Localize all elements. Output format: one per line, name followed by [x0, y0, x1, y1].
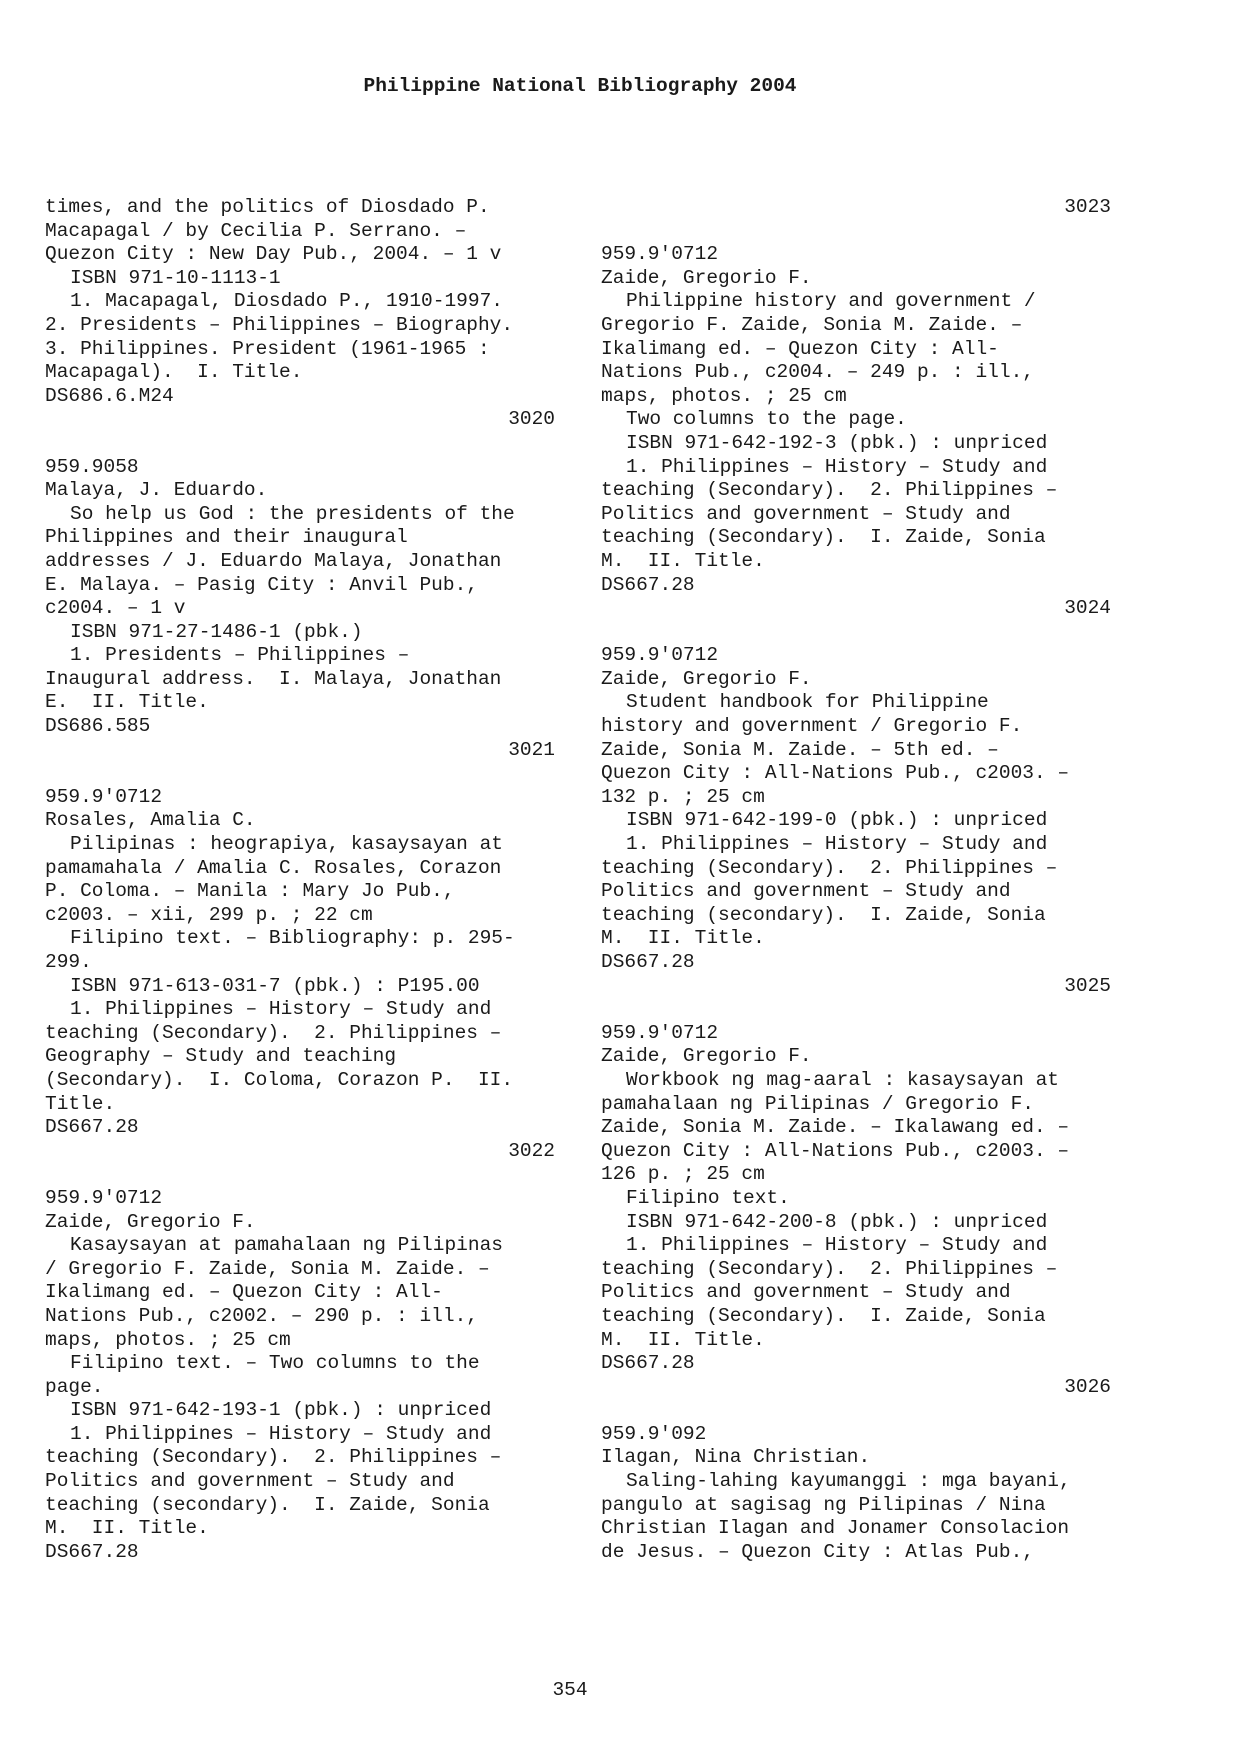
entry-line: Zaide, Gregorio F.	[45, 1210, 256, 1233]
blank-line	[601, 621, 1111, 645]
classification-number: 959.9'0712	[601, 644, 719, 667]
left-column	[45, 196, 555, 1564]
entry-line: pangulo at sagisag ng Pilipinas / Nina	[601, 1493, 1046, 1516]
entry-line: Politics and government – Study and	[601, 502, 1011, 525]
entry-line: Rosales, Amalia C.	[45, 809, 256, 832]
entry-line: teaching (Secondary). 2. Philippines –	[45, 1446, 502, 1469]
entry-line: (Secondary). I. Coloma, Corazon P. II.	[45, 1068, 514, 1091]
entry-line: Politics and government – Study and	[601, 1281, 1011, 1304]
entry-line: page.	[45, 1375, 104, 1398]
page-number: 354	[552, 1679, 588, 1701]
entry-line: pamahalaan ng Pilipinas / Gregorio F.	[601, 1092, 1034, 1115]
entry-line: Two columns to the page.	[626, 408, 907, 431]
classification-number: 959.9058	[45, 455, 139, 478]
entry-line: Saling-lahing kayumanggi : mga bayani,	[626, 1470, 1071, 1493]
entry-line: 2. Presidents – Philippines – Biography.	[45, 313, 514, 336]
entry-line: Ikalimang ed. – Quezon City : All-	[45, 1281, 443, 1304]
entry-line: Politics and government – Study and	[45, 1470, 455, 1493]
entry-line: 1. Philippines – History – Study and	[626, 833, 1048, 856]
entry-line: c2003. – xii, 299 p. ; 22 cm	[45, 903, 373, 926]
entry-line: P. Coloma. – Manila : Mary Jo Pub.,	[45, 880, 455, 903]
call-number: DS686.6.M24	[45, 384, 174, 407]
entry-line: Filipino text. – Two columns to the	[70, 1352, 480, 1375]
blank-line	[45, 762, 555, 786]
entry-line: Politics and government – Study and	[601, 880, 1011, 903]
call-number: DS667.28	[45, 1116, 139, 1139]
entry-line: teaching (Secondary). I. Zaide, Sonia	[601, 1304, 1046, 1327]
blank-line	[601, 220, 1111, 244]
entry-line: Macapagal / by Cecilia P. Serrano. –	[45, 219, 467, 242]
entry-line: M. II. Title.	[45, 1517, 209, 1540]
isbn-line: ISBN 971-613-031-7 (pbk.) : P195.00	[70, 974, 480, 997]
blank-line	[45, 1163, 555, 1187]
entry-line: addresses / J. Eduardo Malaya, Jonathan	[45, 549, 502, 572]
entry-number: 3020	[508, 408, 555, 431]
isbn-line: ISBN 971-642-192-3 (pbk.) : unpriced	[626, 431, 1048, 454]
entry-line: teaching (secondary). I. Zaide, Sonia	[45, 1493, 490, 1516]
entry-line: 1. Philippines – History – Study and	[70, 998, 492, 1021]
blank-line	[601, 1399, 1111, 1423]
entry-line: teaching (secondary). I. Zaide, Sonia	[601, 903, 1046, 926]
entry-line: pamamahala / Amalia C. Rosales, Corazon	[45, 856, 502, 879]
entry-line: So help us God : the presidents of the	[70, 502, 515, 525]
entry-line: Zaide, Sonia M. Zaide. – 5th ed. –	[601, 738, 999, 761]
entry-line: Philippine history and government /	[626, 290, 1036, 313]
entry-number: 3024	[1064, 597, 1111, 620]
entry-line: Title.	[45, 1092, 116, 1115]
entry-line: Nations Pub., c2004. – 249 p. : ill.,	[601, 361, 1034, 384]
entry-line: E. II. Title.	[45, 691, 209, 714]
entry-line: Zaide, Sonia M. Zaide. – Ikalawang ed. –	[601, 1116, 1070, 1139]
right-column	[601, 196, 1111, 1564]
call-number: DS667.28	[601, 951, 695, 973]
entry-line: Nations Pub., c2002. – 290 p. : ill.,	[45, 1304, 478, 1327]
entry-line: M. II. Title.	[601, 549, 765, 572]
entry-line: Pilipinas : heograpiya, kasaysayan at	[70, 833, 503, 856]
entry-line: Kasaysayan at pamahalaan ng Pilipinas	[70, 1234, 503, 1257]
entry-line: Geography – Study and teaching	[45, 1045, 397, 1068]
call-number: DS667.28	[45, 1540, 139, 1563]
entry-line: 299.	[45, 951, 92, 973]
page-title: Philippine National Bibliography 2004	[363, 75, 797, 97]
entry-line: 132 p. ; 25 cm	[601, 785, 765, 808]
entry-line: Philippines and their inaugural	[45, 526, 408, 549]
isbn-line: ISBN 971-642-199-0 (pbk.) : unpriced	[626, 809, 1048, 832]
entry-number: 3021	[508, 738, 555, 761]
entry-line: Filipino text.	[626, 1186, 790, 1209]
entry-number: 3022	[508, 1139, 555, 1162]
entry-line: teaching (Secondary). 2. Philippines –	[45, 1021, 502, 1044]
blank-line	[601, 998, 1111, 1022]
entry-line: Quezon City : All-Nations Pub., c2003. –	[601, 1139, 1070, 1162]
entry-line: teaching (Secondary). 2. Philippines –	[601, 1257, 1058, 1280]
entry-line: Zaide, Gregorio F.	[601, 667, 812, 690]
entry-line: de Jesus. – Quezon City : Atlas Pub.,	[601, 1540, 1034, 1563]
isbn-line: ISBN 971-642-200-8 (pbk.) : unpriced	[626, 1210, 1048, 1233]
entry-line: teaching (Secondary). I. Zaide, Sonia	[601, 526, 1046, 549]
entry-line: maps, photos. ; 25 cm	[601, 384, 847, 407]
entry-line: M. II. Title.	[601, 927, 765, 950]
entry-line: 1. Macapagal, Diosdado P., 1910-1997.	[70, 290, 503, 313]
isbn-line: ISBN 971-27-1486-1 (pbk.)	[70, 620, 363, 643]
entry-line: Workbook ng mag-aaral : kasaysayan at	[626, 1068, 1059, 1091]
blank-line	[45, 432, 555, 456]
entry-number: 3025	[1064, 974, 1111, 997]
entry-line: E. Malaya. – Pasig City : Anvil Pub.,	[45, 573, 478, 596]
entry-line: Filipino text. – Bibliography: p. 295-	[70, 927, 515, 950]
entry-line: Ikalimang ed. – Quezon City : All-	[601, 337, 999, 360]
isbn-line: ISBN 971-642-193-1 (pbk.) : unpriced	[70, 1399, 492, 1422]
call-number: DS686.585	[45, 715, 151, 738]
entry-line: history and government / Gregorio F.	[601, 715, 1023, 738]
entry-line: 126 p. ; 25 cm	[601, 1163, 765, 1186]
entry-line: Malaya, J. Eduardo.	[45, 479, 268, 502]
entry-line: 3. Philippines. President (1961-1965 :	[45, 337, 490, 360]
entry-line: 1. Philippines – History – Study and	[70, 1422, 492, 1445]
entry-line: Student handbook for Philippine	[626, 691, 989, 714]
entry-line: Zaide, Gregorio F.	[601, 266, 812, 289]
entry-line: 1. Philippines – History – Study and	[626, 1234, 1048, 1257]
classification-number: 959.9'0712	[45, 785, 163, 808]
entry-line: Inaugural address. I. Malaya, Jonathan	[45, 667, 502, 690]
entry-number: 3026	[1064, 1375, 1111, 1398]
entry-line: Zaide, Gregorio F.	[601, 1045, 812, 1068]
entry-line: / Gregorio F. Zaide, Sonia M. Zaide. –	[45, 1257, 490, 1280]
entry-line: 1. Philippines – History – Study and	[626, 455, 1048, 478]
entry-line: teaching (Secondary). 2. Philippines –	[601, 479, 1058, 502]
entry-line: Macapagal). I. Title.	[45, 361, 303, 384]
entry-line: Quezon City : New Day Pub., 2004. – 1 v	[45, 243, 502, 266]
classification-number: 959.9'0712	[601, 1021, 719, 1044]
call-number: DS667.28	[601, 1352, 695, 1375]
classification-number: 959.9'0712	[45, 1186, 163, 1209]
isbn-line: ISBN 971-10-1113-1	[70, 266, 281, 289]
classification-number: 959.9'092	[601, 1422, 707, 1445]
entry-line: M. II. Title.	[601, 1328, 765, 1351]
entry-line: teaching (Secondary). 2. Philippines –	[601, 856, 1058, 879]
entry-line: Ilagan, Nina Christian.	[601, 1446, 871, 1469]
entry-line: 1. Presidents – Philippines –	[70, 644, 410, 667]
entry-line: Quezon City : All-Nations Pub., c2003. –	[601, 762, 1070, 785]
call-number: DS667.28	[601, 573, 695, 596]
entry-line: Christian Ilagan and Jonamer Consolacion	[601, 1517, 1070, 1540]
entry-line: c2004. – 1 v	[45, 597, 186, 620]
entry-line: times, and the politics of Diosdado P.	[45, 196, 490, 218]
entry-number: 3023	[1064, 196, 1111, 218]
entry-line: Gregorio F. Zaide, Sonia M. Zaide. –	[601, 313, 1023, 336]
entry-line: maps, photos. ; 25 cm	[45, 1328, 291, 1351]
classification-number: 959.9'0712	[601, 243, 719, 266]
